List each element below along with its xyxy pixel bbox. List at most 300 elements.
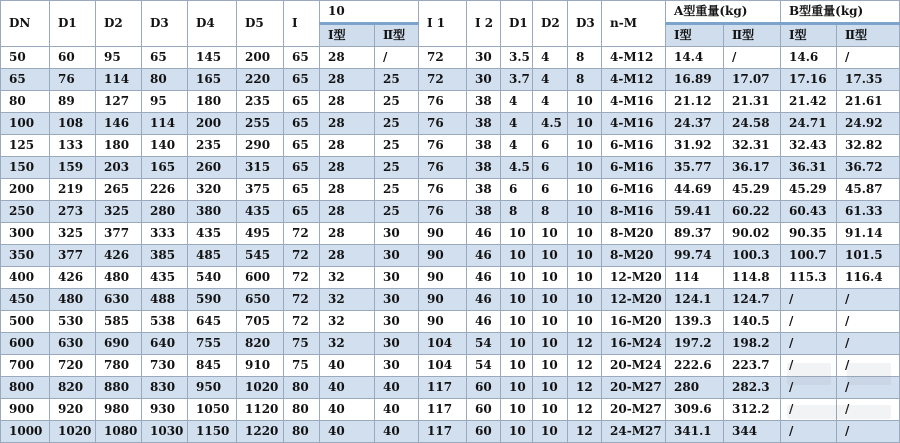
table-cell: 31.92 (666, 135, 724, 157)
table-cell: / (837, 377, 900, 399)
table-cell: 880 (96, 377, 142, 399)
table-cell: 640 (142, 333, 188, 355)
table-cell: 1080 (96, 421, 142, 443)
table-cell: 1020 (237, 377, 284, 399)
table-cell: 21.42 (781, 91, 837, 113)
col-header-b-weight-group: B型重量(kg) (781, 1, 900, 24)
table-cell: 10 (501, 311, 533, 333)
table-cell: 282.3 (724, 377, 781, 399)
table-cell: 450 (1, 289, 50, 311)
table-cell: 845 (188, 355, 237, 377)
table-cell: 4 (533, 47, 568, 69)
table-cell: 10 (501, 399, 533, 421)
table-cell: 10 (568, 91, 602, 113)
table-cell: 4.5 (501, 157, 533, 179)
table-cell: 10 (533, 267, 568, 289)
table-cell: 28 (320, 179, 375, 201)
table-cell: 6 (533, 157, 568, 179)
table-row (1, 421, 900, 443)
table-cell: 950 (188, 377, 237, 399)
table-cell: 690 (96, 333, 142, 355)
table-cell: 720 (50, 355, 96, 377)
table-cell: 222.6 (666, 355, 724, 377)
table-cell: 38 (467, 91, 501, 113)
table-cell: 200 (1, 179, 50, 201)
table-cell: 930 (142, 399, 188, 421)
table-cell: 10 (501, 333, 533, 355)
subcol-header-10-type2: Ⅱ型 (375, 24, 419, 47)
table-cell: 200 (237, 47, 284, 69)
table-cell: 65 (284, 157, 320, 179)
table-cell: 54 (467, 355, 501, 377)
table-row (1, 223, 900, 245)
table-cell: 76 (419, 135, 467, 157)
table-cell: 4 (501, 91, 533, 113)
table-cell: 495 (237, 223, 284, 245)
table-cell: 488 (142, 289, 188, 311)
table-cell: 910 (237, 355, 284, 377)
table-cell: 150 (1, 157, 50, 179)
table-cell: 38 (467, 113, 501, 135)
table-cell: 1050 (188, 399, 237, 421)
table-cell: 76 (419, 91, 467, 113)
table-cell: 114 (96, 69, 142, 91)
table-cell: 8 (501, 201, 533, 223)
table-cell: 30 (467, 47, 501, 69)
table-cell: 219 (50, 179, 96, 201)
table-cell: 24-M27 (602, 421, 666, 443)
table-cell: 90 (419, 223, 467, 245)
subcol-header-b-type2: Ⅱ型 (837, 24, 900, 47)
table-cell: 28 (320, 157, 375, 179)
table-cell: 90 (419, 267, 467, 289)
table-cell: 116.4 (837, 267, 900, 289)
table-cell: 6-M16 (602, 135, 666, 157)
table-cell: 8 (533, 201, 568, 223)
table-cell: 10 (568, 311, 602, 333)
table-cell: 341.1 (666, 421, 724, 443)
table-cell: 25 (375, 157, 419, 179)
table-cell: 630 (96, 289, 142, 311)
table-cell: 250 (1, 201, 50, 223)
table-cell: 100 (1, 113, 50, 135)
table-cell: 45.87 (837, 179, 900, 201)
table-row (1, 399, 900, 421)
table-cell: 300 (1, 223, 50, 245)
table-cell: 10 (568, 113, 602, 135)
col-header-d3: D3 (142, 1, 188, 47)
table-cell: 435 (142, 267, 188, 289)
table-cell: 76 (419, 179, 467, 201)
table-cell: 16-M24 (602, 333, 666, 355)
table-cell: 290 (237, 135, 284, 157)
table-cell: 590 (188, 289, 237, 311)
table-cell: 72 (284, 267, 320, 289)
table-cell: 127 (96, 91, 142, 113)
table-cell: 600 (237, 267, 284, 289)
table-row (1, 245, 900, 267)
table-cell: 10 (533, 355, 568, 377)
table-cell: 72 (419, 47, 467, 69)
table-cell: 65 (284, 135, 320, 157)
table-cell: 10 (568, 245, 602, 267)
table-cell: 10 (568, 179, 602, 201)
table-cell: 30 (375, 223, 419, 245)
table-cell: 980 (96, 399, 142, 421)
table-cell: 30 (375, 355, 419, 377)
table-cell: 10 (533, 377, 568, 399)
table-cell: 60.43 (781, 201, 837, 223)
table-cell: / (781, 377, 837, 399)
table-cell: 72 (284, 245, 320, 267)
table-cell: 8-M20 (602, 245, 666, 267)
table-cell: 30 (375, 333, 419, 355)
table-cell: 60.22 (724, 201, 781, 223)
table-cell: 480 (50, 289, 96, 311)
table-cell: 203 (96, 157, 142, 179)
table-cell: 4-M16 (602, 113, 666, 135)
table-cell: 140 (142, 135, 188, 157)
table-cell: 3.5 (501, 47, 533, 69)
table-cell: 1000 (1, 421, 50, 443)
table-cell: 21.12 (666, 91, 724, 113)
table-cell: 145 (188, 47, 237, 69)
table-cell: 375 (237, 179, 284, 201)
table-cell: 10 (501, 377, 533, 399)
table-cell: 10 (568, 267, 602, 289)
table-cell: 61.33 (837, 201, 900, 223)
table-cell: 40 (320, 377, 375, 399)
table-cell: 10 (568, 157, 602, 179)
col-header-d1: D1 (50, 1, 96, 47)
table-cell: 38 (467, 179, 501, 201)
table-cell: 140.5 (724, 311, 781, 333)
table-cell: 25 (375, 69, 419, 91)
table-cell: 95 (142, 91, 188, 113)
table-cell: 80 (284, 421, 320, 443)
table-header (1, 1, 900, 47)
table-cell: 10 (533, 289, 568, 311)
table-cell: 21.61 (837, 91, 900, 113)
table-cell: 10 (533, 311, 568, 333)
table-cell: 500 (1, 311, 50, 333)
table-cell: 12 (568, 421, 602, 443)
table-cell: 309.6 (666, 399, 724, 421)
table-cell: 10 (568, 135, 602, 157)
table-cell: 4 (501, 113, 533, 135)
table-cell: 4 (501, 135, 533, 157)
table-cell: 30 (375, 311, 419, 333)
table-cell: 90 (419, 245, 467, 267)
table-cell: 10 (568, 289, 602, 311)
table-cell: 40 (375, 421, 419, 443)
table-cell: 114.8 (724, 267, 781, 289)
table-cell: 80 (284, 377, 320, 399)
table-cell: 72 (284, 311, 320, 333)
table-cell: 104 (419, 355, 467, 377)
table-cell: 80 (142, 69, 188, 91)
col-header-a-weight-group: A型重量(kg) (666, 1, 781, 24)
col-header-d2b: D2 (533, 1, 568, 47)
table-cell: 900 (1, 399, 50, 421)
table-cell: 8 (568, 69, 602, 91)
table-cell: / (837, 47, 900, 69)
table-cell: 30 (375, 245, 419, 267)
table-cell: 133 (50, 135, 96, 157)
col-header-d2: D2 (96, 1, 142, 47)
table-cell: / (781, 355, 837, 377)
table-cell: 6-M16 (602, 179, 666, 201)
table-cell: 38 (467, 135, 501, 157)
table-cell: 435 (188, 223, 237, 245)
table-row (1, 267, 900, 289)
table-cell: 117 (419, 421, 467, 443)
table-cell: 36.31 (781, 157, 837, 179)
table-cell: 280 (666, 377, 724, 399)
table-cell: 60 (467, 377, 501, 399)
table-cell: 17.07 (724, 69, 781, 91)
table-cell: 65 (1, 69, 50, 91)
table-cell: 28 (320, 113, 375, 135)
table-cell: 4.5 (533, 113, 568, 135)
col-header-d4: D4 (188, 1, 237, 47)
table-cell: 235 (237, 91, 284, 113)
table-cell: 920 (50, 399, 96, 421)
table-cell: 65 (142, 47, 188, 69)
table-row (1, 179, 900, 201)
table-cell: 24.58 (724, 113, 781, 135)
table-cell: 72 (419, 69, 467, 91)
table-cell: 59.41 (666, 201, 724, 223)
table-cell: 45.29 (781, 179, 837, 201)
table-cell: 485 (188, 245, 237, 267)
table-cell: 65 (284, 179, 320, 201)
table-cell: 32.82 (837, 135, 900, 157)
table-cell: 124.1 (666, 289, 724, 311)
table-cell: 75 (284, 333, 320, 355)
table-cell: / (837, 421, 900, 443)
table-cell: 46 (467, 311, 501, 333)
table-cell: 780 (96, 355, 142, 377)
table-row (1, 377, 900, 399)
col-header-d3b: D3 (568, 1, 602, 47)
table-cell: 25 (375, 91, 419, 113)
table-cell: 50 (1, 47, 50, 69)
table-row (1, 333, 900, 355)
table-cell: 1150 (188, 421, 237, 443)
table-cell: 1120 (237, 399, 284, 421)
table-cell: 38 (467, 201, 501, 223)
table-cell: 65 (284, 201, 320, 223)
table-cell: 17.16 (781, 69, 837, 91)
table-cell: 90 (419, 289, 467, 311)
table-cell: 20-M27 (602, 377, 666, 399)
table-cell: 16.89 (666, 69, 724, 91)
table-cell: 223.7 (724, 355, 781, 377)
table-cell: 315 (237, 157, 284, 179)
table-cell: 265 (96, 179, 142, 201)
table-cell: 38 (467, 157, 501, 179)
table-cell: 28 (320, 91, 375, 113)
table-cell: 25 (375, 135, 419, 157)
table-cell: 325 (96, 201, 142, 223)
table-cell: 4-M12 (602, 47, 666, 69)
table-cell: 235 (188, 135, 237, 157)
table-cell: / (375, 47, 419, 69)
table-cell: 124.7 (724, 289, 781, 311)
table-cell: 32.43 (781, 135, 837, 157)
table-cell: 89 (50, 91, 96, 113)
table-cell: 46 (467, 245, 501, 267)
table-cell: 820 (237, 333, 284, 355)
table-cell: 46 (467, 289, 501, 311)
col-header-i1: I 1 (419, 1, 467, 47)
table-cell: 46 (467, 267, 501, 289)
table-cell: 197.2 (666, 333, 724, 355)
table-cell: 104 (419, 333, 467, 355)
table-cell: / (837, 355, 900, 377)
table-cell: / (781, 311, 837, 333)
table-cell: 115.3 (781, 267, 837, 289)
table-cell: 333 (142, 223, 188, 245)
table-cell: 40 (375, 399, 419, 421)
table-cell: 8 (568, 47, 602, 69)
table-cell: 1020 (50, 421, 96, 443)
table-cell: 4-M16 (602, 91, 666, 113)
table-body (1, 47, 900, 443)
table-cell: 25 (375, 113, 419, 135)
table-cell: 32 (320, 267, 375, 289)
table-cell: 99.74 (666, 245, 724, 267)
table-cell: 60 (467, 399, 501, 421)
table-cell: 165 (142, 157, 188, 179)
table-cell: 32 (320, 289, 375, 311)
table-cell: 165 (188, 69, 237, 91)
table-cell: 650 (237, 289, 284, 311)
table-cell: 21.31 (724, 91, 781, 113)
table-cell: 36.17 (724, 157, 781, 179)
col-header-i2: I 2 (467, 1, 501, 47)
table-cell: 139.3 (666, 311, 724, 333)
table-cell: 280 (142, 201, 188, 223)
table-cell: 90 (419, 311, 467, 333)
table-cell: 159 (50, 157, 96, 179)
table-cell: 40 (375, 377, 419, 399)
table-cell: 65 (284, 113, 320, 135)
table-cell: 585 (96, 311, 142, 333)
col-header-i: I (284, 1, 320, 47)
table-cell: 45.29 (724, 179, 781, 201)
table-cell: 46 (467, 223, 501, 245)
table-cell: 344 (724, 421, 781, 443)
table-cell: 76 (50, 69, 96, 91)
table-cell: 76 (419, 157, 467, 179)
table-cell: 28 (320, 69, 375, 91)
table-cell: 600 (1, 333, 50, 355)
table-cell: / (781, 421, 837, 443)
table-cell: 377 (96, 223, 142, 245)
table-cell: 10 (501, 223, 533, 245)
table-cell: 17.35 (837, 69, 900, 91)
table-cell: 100.3 (724, 245, 781, 267)
table-cell: 312.2 (724, 399, 781, 421)
table-cell: 28 (320, 47, 375, 69)
subcol-header-b-type1: Ⅰ型 (781, 24, 837, 47)
table-cell: 76 (419, 113, 467, 135)
table-row (1, 157, 900, 179)
table-row (1, 91, 900, 113)
table-cell: / (837, 311, 900, 333)
table-cell: 435 (237, 201, 284, 223)
table-cell: 28 (320, 223, 375, 245)
table-cell: 830 (142, 377, 188, 399)
table-cell: 65 (284, 47, 320, 69)
table-cell: 28 (320, 135, 375, 157)
table-cell: 146 (96, 113, 142, 135)
table-cell: 350 (1, 245, 50, 267)
table-cell: 90.35 (781, 223, 837, 245)
table-cell: 820 (50, 377, 96, 399)
table-cell: 385 (142, 245, 188, 267)
table-cell: 72 (284, 223, 320, 245)
table-cell: 1030 (142, 421, 188, 443)
table-row (1, 311, 900, 333)
col-header-nm: n-M (602, 1, 666, 47)
table-cell: 4 (533, 69, 568, 91)
table-cell: 180 (96, 135, 142, 157)
table-cell: 28 (320, 201, 375, 223)
table-cell: / (781, 399, 837, 421)
table-cell: 630 (50, 333, 96, 355)
table-cell: 35.77 (666, 157, 724, 179)
table-cell: 14.4 (666, 47, 724, 69)
table-cell: 20-M27 (602, 399, 666, 421)
table-cell: 180 (188, 91, 237, 113)
table-cell: 220 (237, 69, 284, 91)
table-cell: 24.92 (837, 113, 900, 135)
table-cell: 30 (375, 267, 419, 289)
table-cell: 65 (284, 91, 320, 113)
table-cell: 114 (666, 267, 724, 289)
table-cell: 16-M20 (602, 311, 666, 333)
table-cell: 32 (320, 311, 375, 333)
table-cell: 377 (50, 245, 96, 267)
table-cell: 6 (533, 179, 568, 201)
table-cell: 10 (533, 333, 568, 355)
table-cell: 95 (96, 47, 142, 69)
table-cell: 89.37 (666, 223, 724, 245)
table-row (1, 113, 900, 135)
table-cell: 6 (533, 135, 568, 157)
table-cell: 426 (50, 267, 96, 289)
table-cell: 10 (568, 223, 602, 245)
table-cell: 10 (533, 245, 568, 267)
table-row (1, 201, 900, 223)
table-cell: 101.5 (837, 245, 900, 267)
table-cell: 117 (419, 399, 467, 421)
table-cell: 400 (1, 267, 50, 289)
table-cell: 530 (50, 311, 96, 333)
table-row (1, 289, 900, 311)
table-cell: 10 (533, 421, 568, 443)
table-cell: 645 (188, 311, 237, 333)
table-cell: 60 (50, 47, 96, 69)
table-cell: 44.69 (666, 179, 724, 201)
table-cell: 32 (320, 333, 375, 355)
table-cell: 10 (501, 355, 533, 377)
table-cell: / (837, 399, 900, 421)
subcol-header-10-type1: Ⅰ型 (320, 24, 375, 47)
